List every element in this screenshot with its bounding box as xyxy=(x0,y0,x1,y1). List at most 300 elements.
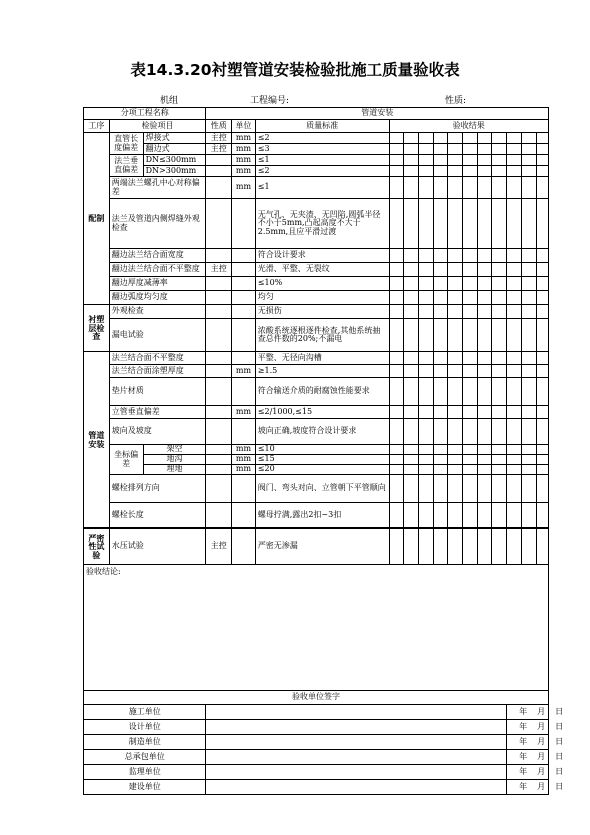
result-cell[interactable] xyxy=(389,419,404,445)
result-cell[interactable] xyxy=(463,144,478,155)
result-cell[interactable] xyxy=(521,263,536,277)
result-cell[interactable] xyxy=(521,365,536,378)
result-cell[interactable] xyxy=(492,144,507,155)
result-cell[interactable] xyxy=(433,133,448,144)
result-cell[interactable] xyxy=(477,144,492,155)
result-cell[interactable] xyxy=(404,166,419,177)
result-cell[interactable] xyxy=(536,529,548,565)
result-cell[interactable] xyxy=(463,249,478,263)
result-cell[interactable] xyxy=(507,406,522,419)
standard-cell: 浓酸系统逐根逐件检查,其他系统抽查总件数的20%;不漏电 xyxy=(255,319,389,352)
result-cell[interactable] xyxy=(389,144,404,155)
item-sub: 架空 xyxy=(143,445,206,455)
standard-cell: 平整、无径向沟槽 xyxy=(255,352,389,365)
result-cell[interactable] xyxy=(536,305,548,319)
result-cell[interactable] xyxy=(433,144,448,155)
result-cell[interactable] xyxy=(418,291,433,305)
result-cell[interactable] xyxy=(477,305,492,319)
sub-project-label: 分项工程名称 xyxy=(84,108,206,120)
result-cell[interactable] xyxy=(404,455,419,465)
result-cell[interactable] xyxy=(492,166,507,177)
result-cell[interactable] xyxy=(492,352,507,365)
result-cell[interactable] xyxy=(404,133,419,144)
result-cell[interactable] xyxy=(492,305,507,319)
result-cell[interactable] xyxy=(492,263,507,277)
result-cell[interactable] xyxy=(463,529,478,565)
result-cell[interactable] xyxy=(448,249,463,263)
result-cell[interactable] xyxy=(463,133,478,144)
result-cell[interactable] xyxy=(448,378,463,406)
result-cell[interactable] xyxy=(521,455,536,465)
result-cell[interactable] xyxy=(492,465,507,475)
result-cell[interactable] xyxy=(404,419,419,445)
result-cell[interactable] xyxy=(448,503,463,528)
result-cell[interactable] xyxy=(463,455,478,465)
result-cell[interactable] xyxy=(463,155,478,166)
result-cell[interactable] xyxy=(492,291,507,305)
date-year-label: 年 xyxy=(519,766,528,776)
signature-cell[interactable] xyxy=(206,780,507,795)
date-cell[interactable] xyxy=(507,720,564,735)
unit-cell: mm xyxy=(232,133,256,144)
result-cell[interactable] xyxy=(536,199,548,249)
result-cell[interactable] xyxy=(477,365,492,378)
result-cell[interactable] xyxy=(433,378,448,406)
result-cell[interactable] xyxy=(536,365,548,378)
result-cell[interactable] xyxy=(448,465,463,475)
result-cell[interactable] xyxy=(477,455,492,465)
result-cell[interactable] xyxy=(418,475,433,503)
result-cell[interactable] xyxy=(521,445,536,455)
result-cell[interactable] xyxy=(521,166,536,177)
result-cell[interactable] xyxy=(463,319,478,352)
result-cell[interactable] xyxy=(536,177,548,199)
table-row xyxy=(84,720,549,735)
table-row xyxy=(84,503,549,528)
result-cell[interactable] xyxy=(536,406,548,419)
table-row xyxy=(84,445,549,455)
result-cell[interactable] xyxy=(404,378,419,406)
result-cell[interactable] xyxy=(492,177,507,199)
nature-cell xyxy=(206,177,232,199)
result-cell[interactable] xyxy=(404,305,419,319)
result-cell[interactable] xyxy=(492,249,507,263)
result-cell[interactable] xyxy=(477,249,492,263)
item-cell: 法兰及管道内侧焊缝外观检查 xyxy=(109,199,206,249)
result-cell[interactable] xyxy=(477,155,492,166)
result-cell[interactable] xyxy=(418,133,433,144)
result-cell[interactable] xyxy=(477,133,492,144)
result-cell[interactable] xyxy=(463,475,478,503)
result-cell[interactable] xyxy=(492,529,507,565)
date-cell[interactable] xyxy=(507,780,564,795)
signature-cell[interactable] xyxy=(206,720,507,735)
result-cell[interactable] xyxy=(448,305,463,319)
result-cell[interactable] xyxy=(492,378,507,406)
result-cell[interactable] xyxy=(477,166,492,177)
date-cell[interactable] xyxy=(507,705,564,720)
result-cell[interactable] xyxy=(433,465,448,475)
result-cell[interactable] xyxy=(448,455,463,465)
result-cell[interactable] xyxy=(507,465,522,475)
result-cell[interactable] xyxy=(507,455,522,465)
unit-cell xyxy=(232,475,256,503)
result-cell[interactable] xyxy=(536,155,548,166)
result-cell[interactable] xyxy=(521,277,536,291)
result-cell[interactable] xyxy=(389,352,404,365)
result-cell[interactable] xyxy=(418,319,433,352)
result-cell[interactable] xyxy=(433,199,448,249)
result-cell[interactable] xyxy=(418,199,433,249)
result-cell[interactable] xyxy=(492,455,507,465)
result-cell[interactable] xyxy=(418,177,433,199)
result-cell[interactable] xyxy=(477,378,492,406)
result-cell[interactable] xyxy=(389,166,404,177)
result-cell[interactable] xyxy=(477,419,492,445)
result-cell[interactable] xyxy=(433,352,448,365)
result-cell[interactable] xyxy=(404,445,419,455)
result-cell[interactable] xyxy=(433,365,448,378)
result-cell[interactable] xyxy=(507,144,522,155)
result-cell[interactable] xyxy=(418,378,433,406)
result-cell[interactable] xyxy=(404,465,419,475)
result-cell[interactable] xyxy=(521,529,536,565)
result-cell[interactable] xyxy=(507,378,522,406)
result-cell[interactable] xyxy=(418,166,433,177)
result-cell[interactable] xyxy=(448,406,463,419)
result-cell[interactable] xyxy=(507,319,522,352)
table-row xyxy=(84,705,549,720)
result-cell[interactable] xyxy=(389,406,404,419)
result-cell[interactable] xyxy=(536,352,548,365)
result-cell[interactable] xyxy=(507,365,522,378)
result-cell[interactable] xyxy=(418,529,433,565)
result-cell[interactable] xyxy=(418,365,433,378)
result-cell[interactable] xyxy=(433,305,448,319)
result-cell[interactable] xyxy=(463,465,478,475)
result-cell[interactable] xyxy=(536,503,548,528)
result-cell[interactable] xyxy=(448,319,463,352)
result-cell[interactable] xyxy=(404,277,419,291)
result-cell[interactable] xyxy=(507,166,522,177)
result-cell[interactable] xyxy=(404,365,419,378)
nature-cell xyxy=(206,455,232,465)
result-cell[interactable] xyxy=(492,199,507,249)
standard-cell: 光滑、平整、无裂纹 xyxy=(255,263,389,277)
result-cell[interactable] xyxy=(463,277,478,291)
result-cell[interactable] xyxy=(433,319,448,352)
result-cell[interactable] xyxy=(507,291,522,305)
result-cell[interactable] xyxy=(477,177,492,199)
result-cell[interactable] xyxy=(521,475,536,503)
result-cell[interactable] xyxy=(448,277,463,291)
result-cell[interactable] xyxy=(521,352,536,365)
result-cell[interactable] xyxy=(521,133,536,144)
result-cell[interactable] xyxy=(389,475,404,503)
result-cell[interactable] xyxy=(477,529,492,565)
result-cell[interactable] xyxy=(418,445,433,455)
result-cell[interactable] xyxy=(389,503,404,528)
conclusion-cell[interactable]: 验收结论: xyxy=(84,565,549,691)
result-cell[interactable] xyxy=(448,529,463,565)
nature-cell xyxy=(206,503,232,528)
result-cell[interactable] xyxy=(521,291,536,305)
date-cell[interactable] xyxy=(507,765,564,780)
result-cell[interactable] xyxy=(418,263,433,277)
result-cell[interactable] xyxy=(463,305,478,319)
result-cell[interactable] xyxy=(448,291,463,305)
result-cell[interactable] xyxy=(463,291,478,305)
result-cell[interactable] xyxy=(507,277,522,291)
result-cell[interactable] xyxy=(389,455,404,465)
result-cell[interactable] xyxy=(492,277,507,291)
result-cell[interactable] xyxy=(433,249,448,263)
result-cell[interactable] xyxy=(404,155,419,166)
result-cell[interactable] xyxy=(463,503,478,528)
result-cell[interactable] xyxy=(418,465,433,475)
result-cell[interactable] xyxy=(507,445,522,455)
result-cell[interactable] xyxy=(448,365,463,378)
result-cell[interactable] xyxy=(433,503,448,528)
result-cell[interactable] xyxy=(389,319,404,352)
result-cell[interactable] xyxy=(536,465,548,475)
result-cell[interactable] xyxy=(418,503,433,528)
result-cell[interactable] xyxy=(536,455,548,465)
result-cell[interactable] xyxy=(477,263,492,277)
result-cell[interactable] xyxy=(536,291,548,305)
result-cell[interactable] xyxy=(418,406,433,419)
result-cell[interactable] xyxy=(536,445,548,455)
result-cell[interactable] xyxy=(507,305,522,319)
result-cell[interactable] xyxy=(433,155,448,166)
result-cell[interactable] xyxy=(477,291,492,305)
result-cell[interactable] xyxy=(536,133,548,144)
result-cell[interactable] xyxy=(477,406,492,419)
date-month-label: 月 xyxy=(537,736,546,746)
result-cell[interactable] xyxy=(521,199,536,249)
result-cell[interactable] xyxy=(521,465,536,475)
result-cell[interactable] xyxy=(463,177,478,199)
result-cell[interactable] xyxy=(536,475,548,503)
result-cell[interactable] xyxy=(404,475,419,503)
result-cell[interactable] xyxy=(521,319,536,352)
signature-cell[interactable] xyxy=(206,765,507,780)
result-cell[interactable] xyxy=(433,455,448,465)
item-sub: DN≤300mm xyxy=(143,155,206,166)
result-cell[interactable] xyxy=(418,277,433,291)
signature-cell[interactable] xyxy=(206,735,507,750)
result-cell[interactable] xyxy=(389,199,404,249)
date-cell[interactable] xyxy=(507,750,564,765)
result-cell[interactable] xyxy=(404,503,419,528)
result-cell[interactable] xyxy=(463,352,478,365)
result-cell[interactable] xyxy=(536,249,548,263)
result-cell[interactable] xyxy=(448,352,463,365)
result-cell[interactable] xyxy=(521,305,536,319)
result-cell[interactable] xyxy=(404,249,419,263)
result-cell[interactable] xyxy=(521,144,536,155)
unit-cell xyxy=(232,199,256,249)
result-cell[interactable] xyxy=(433,419,448,445)
result-cell[interactable] xyxy=(477,277,492,291)
signature-cell[interactable] xyxy=(206,750,507,765)
result-cell[interactable] xyxy=(389,155,404,166)
result-cell[interactable] xyxy=(492,475,507,503)
result-cell[interactable] xyxy=(433,263,448,277)
result-cell[interactable] xyxy=(507,177,522,199)
result-cell[interactable] xyxy=(389,529,404,565)
signature-cell[interactable] xyxy=(206,705,507,720)
col-process: 工序 xyxy=(84,120,110,133)
result-cell[interactable] xyxy=(463,445,478,455)
result-cell[interactable] xyxy=(448,177,463,199)
result-cell[interactable] xyxy=(463,419,478,445)
result-cell[interactable] xyxy=(433,277,448,291)
result-cell[interactable] xyxy=(404,291,419,305)
result-cell[interactable] xyxy=(389,133,404,144)
result-cell[interactable] xyxy=(507,475,522,503)
result-cell[interactable] xyxy=(536,166,548,177)
result-cell[interactable] xyxy=(433,166,448,177)
result-cell[interactable] xyxy=(448,144,463,155)
result-cell[interactable] xyxy=(521,155,536,166)
date-year-label: 年 xyxy=(519,706,528,716)
result-cell[interactable] xyxy=(507,263,522,277)
result-cell[interactable] xyxy=(521,406,536,419)
result-cell[interactable] xyxy=(536,144,548,155)
nature-cell xyxy=(206,305,232,319)
result-cell[interactable] xyxy=(492,319,507,352)
result-cell[interactable] xyxy=(448,475,463,503)
result-cell[interactable] xyxy=(433,475,448,503)
result-cell[interactable] xyxy=(477,465,492,475)
result-cell[interactable] xyxy=(463,406,478,419)
result-cell[interactable] xyxy=(418,144,433,155)
result-cell[interactable] xyxy=(492,365,507,378)
result-cell[interactable] xyxy=(477,503,492,528)
nature-cell xyxy=(206,378,232,406)
result-cell[interactable] xyxy=(477,445,492,455)
result-cell[interactable] xyxy=(477,475,492,503)
result-cell[interactable] xyxy=(448,155,463,166)
table-row xyxy=(84,691,549,705)
result-cell[interactable] xyxy=(389,445,404,455)
result-cell[interactable] xyxy=(477,199,492,249)
result-cell[interactable] xyxy=(507,529,522,565)
result-cell[interactable] xyxy=(492,155,507,166)
result-cell[interactable] xyxy=(463,166,478,177)
result-cell[interactable] xyxy=(418,352,433,365)
date-cell[interactable] xyxy=(507,735,564,750)
result-cell[interactable] xyxy=(463,263,478,277)
result-cell[interactable] xyxy=(404,199,419,249)
result-cell[interactable] xyxy=(448,419,463,445)
result-cell[interactable] xyxy=(477,319,492,352)
result-cell[interactable] xyxy=(418,419,433,445)
result-cell[interactable] xyxy=(521,249,536,263)
date-month-label: 月 xyxy=(537,751,546,761)
result-cell[interactable] xyxy=(521,503,536,528)
result-cell[interactable] xyxy=(404,144,419,155)
nature-cell xyxy=(206,291,232,305)
result-cell[interactable] xyxy=(492,133,507,144)
result-cell[interactable] xyxy=(404,406,419,419)
result-cell[interactable] xyxy=(507,155,522,166)
result-cell[interactable] xyxy=(507,419,522,445)
item-cell: 翻边法兰结合面宽度 xyxy=(109,249,206,263)
result-cell[interactable] xyxy=(433,406,448,419)
result-cell[interactable] xyxy=(536,277,548,291)
result-cell[interactable] xyxy=(521,378,536,406)
result-cell[interactable] xyxy=(389,263,404,277)
result-cell[interactable] xyxy=(507,133,522,144)
result-cell[interactable] xyxy=(448,445,463,455)
result-cell[interactable] xyxy=(404,529,419,565)
result-cell[interactable] xyxy=(389,277,404,291)
result-cell[interactable] xyxy=(492,419,507,445)
result-cell[interactable] xyxy=(536,378,548,406)
date-month-label: 月 xyxy=(537,706,546,716)
table-row xyxy=(84,735,549,750)
result-cell[interactable] xyxy=(477,352,492,365)
result-cell[interactable] xyxy=(521,177,536,199)
result-cell[interactable] xyxy=(536,419,548,445)
nature-cell xyxy=(206,419,232,445)
result-cell[interactable] xyxy=(463,378,478,406)
result-cell[interactable] xyxy=(404,319,419,352)
result-cell[interactable] xyxy=(521,419,536,445)
result-cell[interactable] xyxy=(507,352,522,365)
result-cell[interactable] xyxy=(433,529,448,565)
result-cell[interactable] xyxy=(418,155,433,166)
result-cell[interactable] xyxy=(492,503,507,528)
result-cell[interactable] xyxy=(507,249,522,263)
item-cell: 翻边厚度减薄率 xyxy=(109,277,206,291)
result-cell[interactable] xyxy=(433,177,448,199)
result-cell[interactable] xyxy=(507,503,522,528)
result-cell[interactable] xyxy=(448,199,463,249)
result-cell[interactable] xyxy=(492,406,507,419)
result-cell[interactable] xyxy=(389,365,404,378)
result-cell[interactable] xyxy=(448,133,463,144)
result-cell[interactable] xyxy=(389,465,404,475)
result-cell[interactable] xyxy=(389,249,404,263)
result-cell[interactable] xyxy=(389,177,404,199)
item-sub: 焊接式 xyxy=(143,133,206,144)
result-cell[interactable] xyxy=(448,263,463,277)
result-cell[interactable] xyxy=(418,249,433,263)
item-sub: 埋地 xyxy=(143,465,206,475)
result-cell[interactable] xyxy=(404,263,419,277)
result-cell[interactable] xyxy=(433,291,448,305)
result-cell[interactable] xyxy=(389,305,404,319)
result-cell[interactable] xyxy=(418,455,433,465)
result-cell[interactable] xyxy=(492,445,507,455)
unit-cell: mm xyxy=(232,465,256,475)
result-cell[interactable] xyxy=(404,177,419,199)
result-cell[interactable] xyxy=(389,291,404,305)
result-cell[interactable] xyxy=(404,352,419,365)
result-cell[interactable] xyxy=(536,263,548,277)
result-cell[interactable] xyxy=(463,199,478,249)
result-cell[interactable] xyxy=(418,305,433,319)
result-cell[interactable] xyxy=(389,378,404,406)
result-cell[interactable] xyxy=(433,445,448,455)
result-cell[interactable] xyxy=(507,199,522,249)
result-cell[interactable] xyxy=(463,365,478,378)
result-cell[interactable] xyxy=(448,166,463,177)
result-cell[interactable] xyxy=(536,319,548,352)
